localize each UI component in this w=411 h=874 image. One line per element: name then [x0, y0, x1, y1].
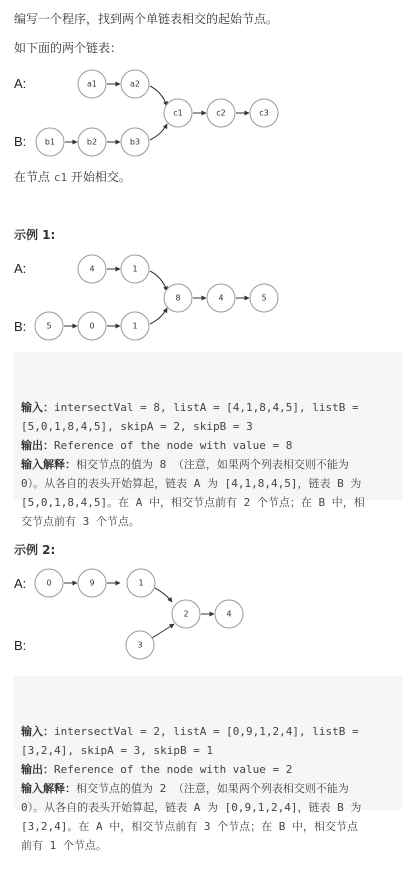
code-line [21, 512, 395, 531]
example-1-diagram [0, 255, 411, 345]
code-line [21, 836, 395, 855]
code-line [21, 474, 395, 493]
edge-a2-c1 [150, 86, 167, 106]
svg-text:1: 1 [132, 321, 138, 331]
code-line [21, 741, 395, 760]
node-c3 [250, 99, 278, 127]
ex1-node-a0 [78, 255, 106, 283]
svg-text:0: 0 [46, 578, 52, 588]
svg-text:a2: a2 [130, 79, 140, 89]
code-line [21, 760, 395, 779]
svg-text:b1: b1 [44, 137, 56, 147]
svg-text:5: 5 [46, 321, 52, 331]
code-text: Reference of the node with value = 2 [54, 763, 293, 776]
node-a1 [78, 70, 106, 98]
code-text: [5,0,1,8,4,5]。在 A 中，相交节点前有 2 个节点；在 B 中，相 [21, 496, 365, 509]
code-keyword: 输出： [21, 439, 54, 452]
node-a2 [121, 70, 149, 98]
node-c1 [164, 99, 192, 127]
svg-text:c2: c2 [216, 108, 226, 118]
code-line [21, 722, 395, 741]
code-line [21, 493, 395, 512]
code-text: 交节点前有 3 个节点。 [21, 515, 140, 528]
ex1-node-a1 [121, 255, 149, 283]
intro-line-1: 编写一个程序，找到两个单链表相交的起始节点。 [14, 12, 279, 26]
svg-text:5: 5 [261, 293, 267, 303]
node-c2 [207, 99, 235, 127]
ex1-edge-b2-c0 [150, 308, 167, 324]
svg-text:a1: a1 [87, 79, 97, 89]
ex1-edge-a1-c0 [150, 271, 167, 291]
svg-text:2: 2 [183, 609, 189, 619]
code-line [21, 817, 395, 836]
list-a-label: A: [14, 76, 27, 91]
node-b2 [78, 128, 106, 156]
svg-text:8: 8 [175, 293, 181, 303]
svg-text:c1: c1 [173, 108, 183, 118]
code-text: 前有 1 个节点。 [21, 839, 107, 852]
code-text: intersectVal = 2, listA = [0,9,1,2,4], listB = [54, 725, 359, 738]
ex1-node-b1 [78, 312, 106, 340]
example-1-list-b-label: B: [14, 319, 27, 334]
svg-text:b2: b2 [86, 137, 98, 147]
code-text: Reference of the node with value = 8 [54, 439, 293, 452]
code-line [21, 798, 395, 817]
node-b3 [121, 128, 149, 156]
code-keyword: 输出： [21, 763, 54, 776]
code-text: [3,2,4], skipA = 3, skipB = 1 [21, 744, 214, 757]
code-text: 相交节点的值为 8 （注意，如果两个列表相交则不能为 [76, 458, 349, 471]
code-keyword: 输入： [21, 725, 54, 738]
code-keyword: 输入： [21, 401, 54, 414]
list-b-label: B: [14, 134, 27, 149]
ex2-node-a2 [127, 569, 155, 597]
code-line [21, 398, 395, 417]
ex2-edge-a2-c0 [155, 588, 172, 602]
ex1-node-c0 [164, 284, 192, 312]
ex1-node-c2 [250, 284, 278, 312]
ex2-node-c0 [172, 600, 200, 628]
svg-text:c3: c3 [259, 108, 269, 118]
svg-text:4: 4 [89, 264, 95, 274]
code-text: 相交节点的值为 2 （注意，如果两个列表相交则不能为 [76, 782, 349, 795]
example-2-codeblock [14, 676, 402, 852]
ex2-node-b0 [126, 631, 154, 659]
ex2-node-c1 [215, 600, 243, 628]
example-1-codeblock [14, 352, 402, 528]
ex2-edge-b0-c0 [152, 624, 174, 638]
example-2-list-a-label: A: [14, 576, 27, 591]
code-line [21, 779, 395, 798]
ex1-node-b2 [121, 312, 149, 340]
ex1-node-b0 [35, 312, 63, 340]
code-line [21, 455, 395, 474]
example-1-lines [21, 398, 395, 531]
svg-text:0: 0 [89, 321, 95, 331]
code-line [21, 417, 395, 436]
code-text: 0）。从各自的表头开始算起，链表 A 为 [4,1,8,4,5]，链表 B 为 [21, 477, 362, 490]
code-line [21, 436, 395, 455]
code-text: intersectVal = 8, listA = [4,1,8,4,5], listB = [54, 401, 359, 414]
example-2-lines [21, 722, 395, 855]
example-2-list-b-label: B: [14, 638, 27, 653]
example-2-title: 示例 2: [14, 543, 56, 557]
ex2-node-a0 [35, 569, 63, 597]
code-keyword: 输入解释： [21, 458, 76, 471]
svg-text:b3: b3 [129, 137, 141, 147]
svg-text:1: 1 [138, 578, 144, 588]
code-text: [5,0,1,8,4,5], skipA = 2, skipB = 3 [21, 420, 253, 433]
code-text: 0）。从各自的表头开始算起，链表 A 为 [0,9,1,2,4]，链表 B 为 [21, 801, 362, 814]
intersection-note: 在节点 c1 开始相交。 [14, 170, 131, 184]
edge-b3-c1 [150, 124, 167, 140]
main-linked-list-diagram [0, 62, 411, 162]
svg-text:9: 9 [89, 578, 95, 588]
svg-text:1: 1 [132, 264, 138, 274]
svg-text:4: 4 [218, 293, 224, 303]
svg-text:3: 3 [137, 640, 143, 650]
code-keyword: 输入解释： [21, 782, 76, 795]
intro-line-2: 如下面的两个链表： [14, 41, 123, 55]
node-b1 [36, 128, 64, 156]
code-text: [3,2,4]。在 A 中，相交节点前有 3 个节点；在 B 中，相交节点 [21, 820, 358, 833]
example-2-diagram [0, 568, 411, 663]
example-1-list-a-label: A: [14, 261, 27, 276]
ex2-node-a1 [78, 569, 106, 597]
example-1-title: 示例 1: [14, 228, 56, 242]
ex1-node-c1 [207, 284, 235, 312]
svg-text:4: 4 [226, 609, 232, 619]
